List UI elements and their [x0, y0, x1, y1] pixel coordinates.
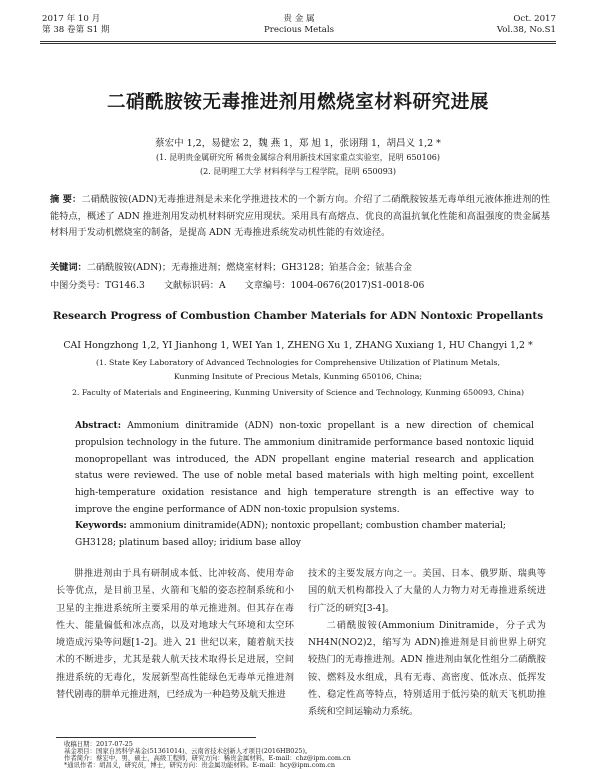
affiliation-en-3: 2. Faculty of Materials and Engineering, Kunming University of Science and Technology, Kunming 650093, China) [71, 388, 525, 397]
authors-cn: 蔡宏中 1,2，易健宏 2，魏 燕 1，郑 旭 1，张诩翔 1，胡昌义 1,2 * [155, 138, 441, 149]
body-paragraph: 肼推进剂由于具有研制成本低、比冲较高、使用寿命长等优点，是目前卫星、火箭和飞船的姿态控制系统和小卫星的主推进系统所主要采用的单元推进剂。但其存在毒性大、能量偏低和冰点高，以及对地球大气环境和太空环境造成污染等问题[1-2]。进入 21 世纪以来，随着航天技术的不断进步，尤其是载人航天技术取得长足进展，空间推进系统的无毒化，发展新型高性能绿色无毒单元推进剂替代剧毒的肼单元推进剂，已经成为一种趋势及航天推进 [56, 568, 294, 701]
affiliation-en-1: (1. State Key Laboratory of Advanced Technologies for Comprehensive Utilization of Platinum Metals, [96, 358, 500, 367]
journal-name-cn: 贵 金 属 [283, 14, 315, 24]
footnote-rule [56, 737, 256, 738]
abstract-en [75, 418, 534, 519]
header-volume-cn: 第 38 卷第 S1 期 [42, 25, 110, 35]
affiliation-cn-2: (2. 昆明理工大学 材料科学与工程学院，昆明 650093) [199, 167, 397, 176]
footnote-funding: 基金项目：国家自然科学基金(51361014)、云南省技术创新人才项目(2016HB025)。 [64, 747, 312, 755]
header-right [497, 14, 556, 36]
header-volume-en: Vol.38, No.S1 [496, 25, 556, 35]
keywords-cn [50, 260, 550, 277]
footnote-author-bio: 作者简介：蔡宏中，男，硕士，高级工程师，研究方向：稀贵金属材料。E-mail：chz@ipm.com.cn [64, 754, 351, 762]
body-paragraph-continued: 技术的主要发展方向之一。美国、日本、俄罗斯、瑞典等国的航天机构都投入了大量的人力物力对无毒推进系统进行广泛的研究[3-4]。 [308, 568, 546, 614]
header-date-en: Oct. 2017 [513, 14, 556, 24]
body-column-right [308, 565, 546, 721]
affiliation-en-2: Kunming Insitute of Precious Metals, Kunming 650106, China; [173, 372, 423, 381]
abstract-en-label: Abstract: [75, 421, 122, 431]
article-number: 文章编号：1004-0676(2017)S1-0018-06 [244, 280, 425, 291]
header-center [42, 14, 556, 36]
keywords-cn-label: 关键词： [50, 262, 87, 273]
abstract-en-text: Ammonium dinitramide (ADN) non-toxic propellant is a new direction of chemical propulsion technology in the future. The ammonium dinitramide performance based nontoxic liquid monopropellant was introduced, the ADN propellant engine material research and application status were reviewed. The use of noble metal based materials with high melting point, excellent high-temperature oxidation resistance and high temperature strength is an effective way to improve the engine performance of ADN non-toxic propulsion systems. [75, 421, 534, 515]
paper-title-cn: 二硝酰胺铵无毒推进剂用燃烧室材料研究进展 [106, 92, 489, 113]
keywords-cn-text: 二硝酰胺铵(ADN)；无毒推进剂；燃烧室材料；GH3128；铂基合金；铱基合金 [86, 262, 412, 273]
footnote-received: 收稿日期：2017-07-25 [64, 740, 133, 748]
paper-title-en: Research Progress of Combustion Chamber Materials for ADN Nontoxic Propellants [52, 310, 544, 322]
keywords-en-text: ammonium dinitramide(ADN); nontoxic propellant; combustion chamber material; GH3128; platinum based alloy; iridium base alloy [75, 521, 506, 548]
body-paragraph: 二硝酰胺铵(Ammonium Dinitramide，分子式为 NH4N(NO2)2，缩写为 ADN)推进剂是目前世界上研究较热门的无毒推进剂。ADN 推进剂由氧化性组分二硝酰胺铵、燃料及水组成，具有无毒、高密度、低冰点、低挥发性、稳定性高等特点，特别适用于低污染的航天飞机助推系统和空间运输动力系统。 [308, 619, 546, 718]
abstract-cn-text: 二硝酰胺铵(ADN)无毒推进剂是未来化学推进技术的一个新方向。介绍了二硝酰胺铵基无毒单组元液体推进剂的性能特点，概述了 ADN 推进剂用发动机材料研究应用现状。采用具有高熔点、优良的高温抗氧化性能和高温强度的贵金属基材料用于发动机燃烧室的制备，是提高 ADN 无毒推进系统发动机性能的有效途径。 [50, 194, 550, 239]
keywords-en [75, 518, 534, 552]
clc-number: 中图分类号：TG146.3 [50, 280, 145, 291]
header-rule-thin [40, 43, 556, 44]
header-rule [40, 41, 556, 42]
footnote-corresponding: *通讯作者：胡昌义，研究员，博士，研究方向：贵金属功能材料。E-mail：hcy@ipm.com.cn [64, 761, 335, 769]
abstract-cn [50, 192, 550, 242]
keywords-en-label: Keywords: [75, 521, 127, 531]
header-date: 2017 年 10 月 [42, 14, 101, 24]
affiliation-cn-1: (1. 昆明贵金属研究所 稀贵金属综合利用新技术国家重点实验室，昆明 650106) [155, 153, 441, 162]
body-column-left [56, 565, 294, 703]
classification-line [50, 277, 550, 291]
running-header [42, 14, 556, 40]
authors-en: CAI Hongzhong 1,2, YI Jianhong 1, WEI Yan 1, ZHENG Xu 1, ZHANG Xuxiang 1, HU Changyi 1,2 * [63, 340, 533, 351]
document-code: 文献标识码：A [163, 280, 226, 291]
journal-name-en: Precious Metals [263, 25, 334, 35]
abstract-cn-label: 摘 要： [50, 194, 82, 205]
